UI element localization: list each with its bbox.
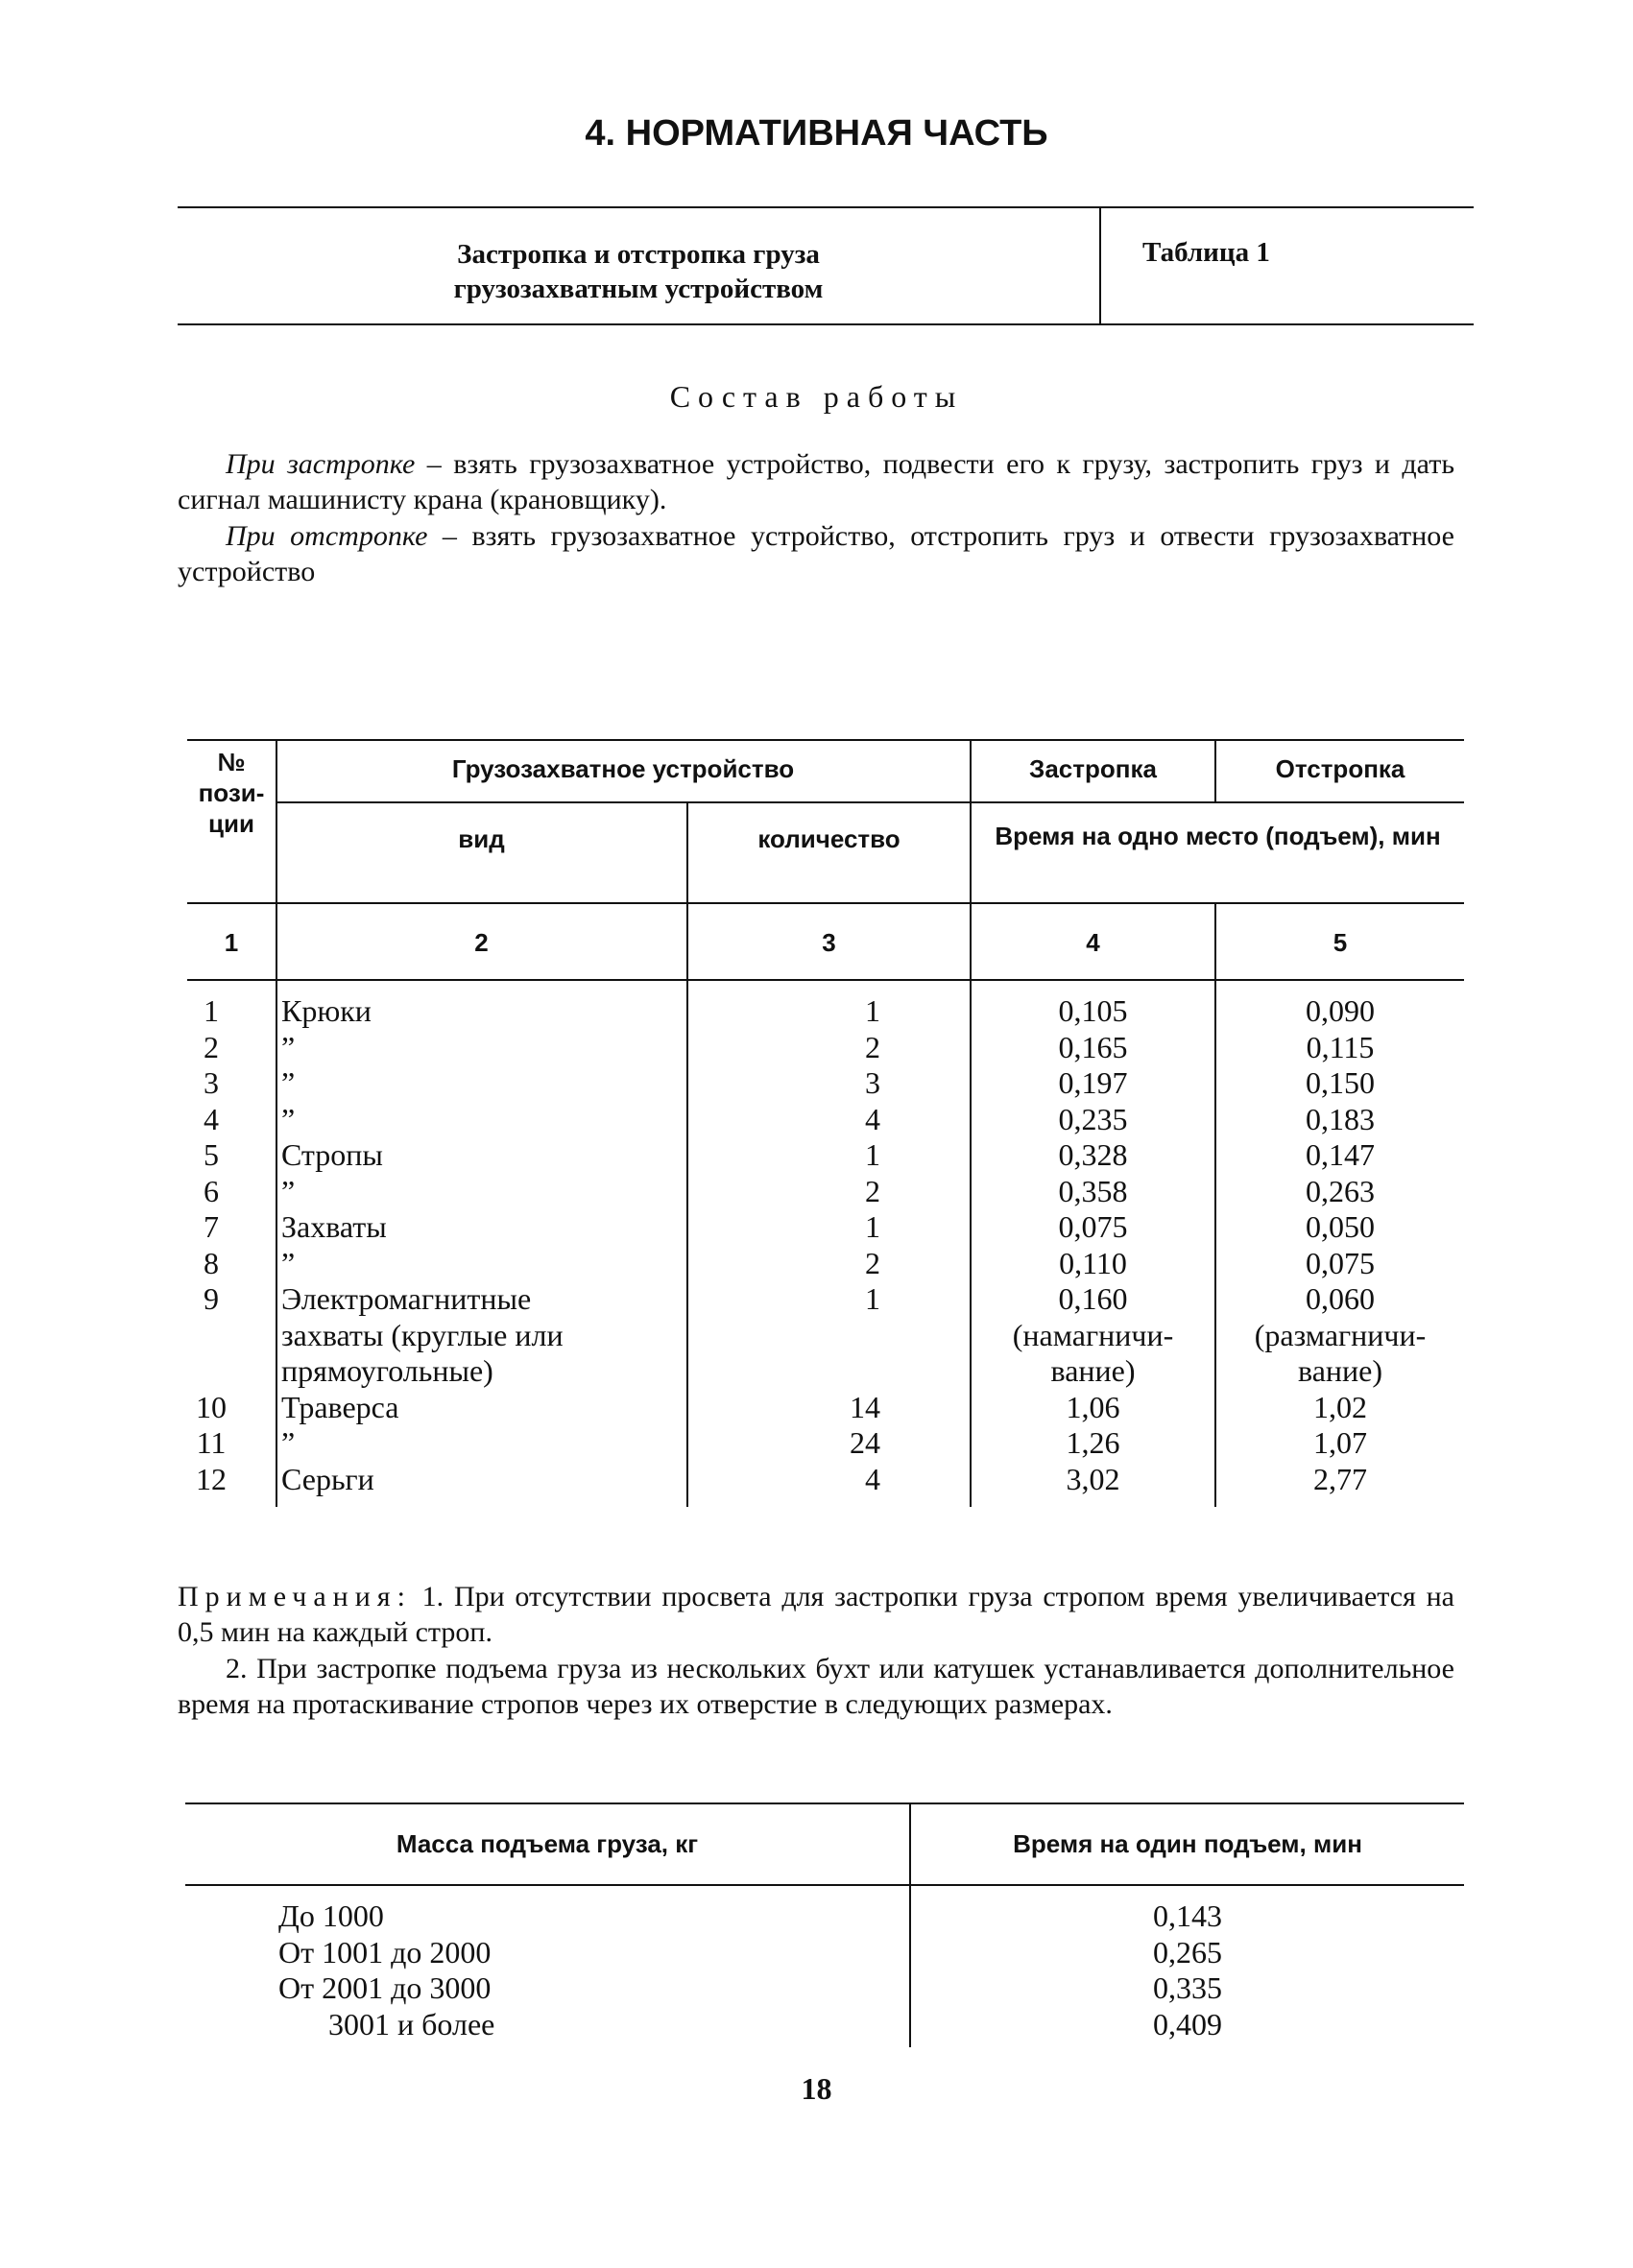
hook-on-label: При застропке bbox=[226, 448, 416, 480]
hook-off-time-cell: 0,050 bbox=[1306, 1209, 1375, 1244]
notes-paragraph-2: 2. При застропке подъема груза из нескольких бухт или катушек устанавливается дополнительное время на протаскивание стропов через их отверстие в следующих размерах. bbox=[178, 1653, 1454, 1720]
hook-on-time-cell: 0,075 bbox=[1058, 1209, 1128, 1244]
hook-off-time-cell: 1,07 bbox=[1313, 1425, 1367, 1460]
kind-cell: ” bbox=[281, 1173, 296, 1208]
quantities-column bbox=[688, 993, 880, 1497]
quantity-cell: 4 bbox=[865, 1101, 880, 1136]
header-time: Время на одно место (подъем), мин bbox=[995, 822, 1441, 850]
hook-off-time-cell: 1,02 bbox=[1313, 1389, 1367, 1424]
section-header-divider bbox=[1099, 208, 1101, 323]
section-header bbox=[178, 206, 1474, 325]
header-position-line-2: пози- bbox=[198, 778, 265, 807]
mass-cell: От 1001 до 2000 bbox=[278, 1934, 492, 1970]
mass-cell: 3001 и более bbox=[328, 2006, 495, 2041]
table1-rule-header-bottom bbox=[187, 902, 1464, 904]
position-cell: 6 bbox=[204, 1173, 219, 1208]
hook-on-time-cell: (намагничи- bbox=[1012, 1317, 1174, 1352]
page-title: 4. НОРМАТИВНАЯ ЧАСТЬ bbox=[585, 113, 1048, 154]
section-name-line-1: Застропка и отстропка груза bbox=[457, 239, 820, 270]
quantity-cell: 1 bbox=[865, 1209, 880, 1244]
time-per-lift-cell: 0,409 bbox=[1153, 2006, 1222, 2041]
kind-cell: Электромагнитные bbox=[281, 1281, 532, 1316]
position-cell: 11 bbox=[196, 1425, 227, 1460]
kind-cell: Серьги bbox=[281, 1461, 374, 1496]
position-cell: 7 bbox=[204, 1209, 219, 1244]
table1-rule-colnums bbox=[187, 979, 1464, 981]
quantity-cell: 2 bbox=[865, 1245, 880, 1280]
quantity-cell: 24 bbox=[850, 1425, 880, 1460]
section-name-line-2: грузозахватным устройством bbox=[453, 274, 824, 304]
kind-cell: Стропы bbox=[281, 1137, 383, 1172]
quantity-cell bbox=[688, 1318, 880, 1354]
position-cell: 1 bbox=[204, 993, 219, 1028]
colnum-1: 1 bbox=[224, 928, 239, 957]
note-1: 1. При отсутствии просвета для застропки груза стропом время увеличивается на 0,5 мин на каждый строп. bbox=[178, 1581, 1454, 1648]
kind-cell: прямоугольные) bbox=[281, 1353, 493, 1388]
hook-on-time-cell: 0,110 bbox=[1059, 1245, 1127, 1280]
hook-off-text: – взять грузозахватное устройство, отстропить груз и отвести грузозахватное устройство bbox=[178, 520, 1454, 587]
table1-rule-top bbox=[187, 739, 1464, 741]
hook-on-times-column bbox=[972, 993, 1214, 1497]
hook-on-time-cell: вание) bbox=[1050, 1353, 1136, 1388]
quantity-cell: 14 bbox=[850, 1389, 880, 1424]
page-number: 18 bbox=[801, 2071, 832, 2106]
hook-off-time-cell: вание) bbox=[1298, 1353, 1382, 1388]
quantity-cell: 1 bbox=[865, 1281, 880, 1316]
hook-on-time-cell: 0,165 bbox=[1058, 1029, 1128, 1064]
kind-cell: ” bbox=[281, 1245, 296, 1280]
position-cell bbox=[187, 1318, 235, 1354]
position-cell: 4 bbox=[204, 1101, 219, 1136]
hook-off-time-cell: 0,115 bbox=[1306, 1029, 1375, 1064]
hook-on-time-cell: 1,26 bbox=[1066, 1425, 1120, 1460]
quantity-cell: 1 bbox=[865, 1137, 880, 1172]
hook-off-time-cell: 0,150 bbox=[1306, 1065, 1375, 1100]
notes-paragraph-1 bbox=[178, 1579, 1454, 1650]
table-number: Таблица 1 bbox=[1142, 237, 1270, 268]
kind-cell: ” bbox=[281, 1101, 296, 1136]
position-cell: 10 bbox=[196, 1389, 227, 1424]
colnum-2: 2 bbox=[474, 928, 489, 957]
kind-cell: Крюки bbox=[281, 993, 372, 1028]
header-kind: вид bbox=[458, 824, 505, 853]
header-position bbox=[187, 747, 276, 839]
table1-rule-header-mid bbox=[276, 801, 1464, 803]
header-hook-off: Отстропка bbox=[1275, 754, 1405, 783]
hook-off-time-cell: (размагничи- bbox=[1254, 1317, 1427, 1352]
colnum-5: 5 bbox=[1333, 928, 1348, 957]
header-quantity: количество bbox=[757, 824, 901, 853]
header-mass: Масса подъема груза, кг bbox=[396, 1829, 699, 1858]
mass-cell: До 1000 bbox=[278, 1898, 384, 1933]
time-per-lift-cell: 0,265 bbox=[1153, 1934, 1222, 1970]
notes-label: Примечания: bbox=[178, 1581, 412, 1612]
hook-off-time-cell: 0,075 bbox=[1306, 1245, 1375, 1280]
kind-cell: ” bbox=[281, 1029, 296, 1064]
hook-on-time-cell: 0,235 bbox=[1058, 1101, 1128, 1136]
header-time-per-lift: Время на один подъем, мин bbox=[1013, 1829, 1362, 1858]
hook-off-times-column bbox=[1216, 993, 1464, 1497]
positions-column bbox=[187, 993, 235, 1497]
header-hook-on: Застропка bbox=[1029, 754, 1157, 783]
quantity-cell: 2 bbox=[865, 1173, 880, 1208]
table2-rule-header bbox=[185, 1884, 1464, 1886]
section-name bbox=[178, 237, 1099, 306]
table2-rule-top bbox=[185, 1802, 1464, 1804]
header-position-line-1: № bbox=[217, 748, 246, 776]
position-cell: 9 bbox=[204, 1281, 219, 1316]
hook-off-time-cell: 0,263 bbox=[1306, 1173, 1375, 1208]
time-per-lift-cell: 0,335 bbox=[1153, 1970, 1222, 2005]
colnum-3: 3 bbox=[822, 928, 836, 957]
mass-cell: От 2001 до 3000 bbox=[278, 1970, 492, 2005]
quantity-cell: 1 bbox=[865, 993, 880, 1028]
mass-column bbox=[278, 1898, 893, 2042]
hook-on-time-cell: 0,328 bbox=[1058, 1137, 1128, 1172]
kind-cell: ” bbox=[281, 1425, 296, 1460]
position-cell: 5 bbox=[204, 1137, 219, 1172]
table1-vline-1 bbox=[276, 739, 277, 1507]
hook-on-time-cell: 1,06 bbox=[1066, 1389, 1120, 1424]
hook-off-time-cell: 0,090 bbox=[1306, 993, 1375, 1028]
quantity-cell bbox=[688, 1353, 880, 1390]
quantity-cell: 2 bbox=[865, 1029, 880, 1064]
hook-on-text: – взять грузозахватное устройство, подвести его к грузу, застропить груз и дать сигнал машинисту крана (крановщику). bbox=[178, 448, 1454, 515]
position-cell: 12 bbox=[196, 1461, 227, 1496]
kind-cell: захваты (круглые или bbox=[281, 1317, 564, 1352]
kind-cell: Траверса bbox=[281, 1389, 399, 1424]
composition-paragraph-2 bbox=[178, 518, 1454, 589]
position-cell bbox=[187, 1353, 235, 1390]
header-device: Грузозахватное устройство bbox=[451, 754, 795, 783]
time-per-lift-cell: 0,143 bbox=[1153, 1898, 1222, 1933]
position-cell: 3 bbox=[204, 1065, 219, 1100]
header-position-line-3: ции bbox=[208, 809, 254, 838]
hook-on-time-cell: 0,160 bbox=[1058, 1281, 1128, 1316]
kind-cell: ” bbox=[281, 1065, 296, 1100]
quantity-cell: 3 bbox=[865, 1065, 880, 1100]
position-cell: 8 bbox=[204, 1245, 219, 1280]
hook-on-time-cell: 0,197 bbox=[1058, 1065, 1128, 1100]
kinds-column bbox=[281, 993, 684, 1497]
hook-off-time-cell: 0,060 bbox=[1306, 1281, 1375, 1316]
hook-off-label: При отстропке bbox=[226, 520, 428, 552]
position-cell: 2 bbox=[204, 1029, 219, 1064]
hook-off-time-cell: 2,77 bbox=[1313, 1461, 1367, 1496]
quantity-cell: 4 bbox=[865, 1461, 880, 1496]
hook-on-time-cell: 0,105 bbox=[1058, 993, 1128, 1028]
hook-off-time-cell: 0,147 bbox=[1306, 1137, 1375, 1172]
kind-cell: Захваты bbox=[281, 1209, 387, 1244]
hook-on-time-cell: 3,02 bbox=[1066, 1461, 1120, 1496]
colnum-4: 4 bbox=[1086, 928, 1100, 957]
hook-on-time-cell: 0,358 bbox=[1058, 1173, 1128, 1208]
hook-off-time-cell: 0,183 bbox=[1306, 1101, 1375, 1136]
composition-heading: Состав работы bbox=[669, 379, 964, 414]
time-per-lift-column bbox=[911, 1898, 1464, 2042]
composition-paragraph-1 bbox=[178, 446, 1454, 517]
